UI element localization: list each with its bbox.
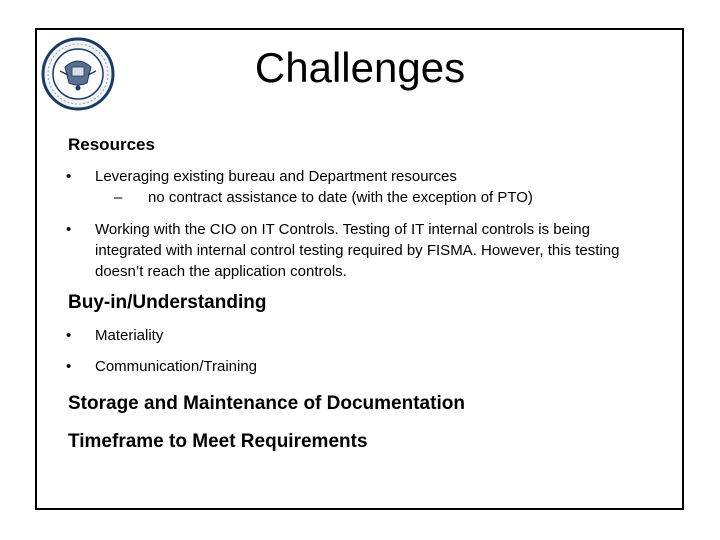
bullet-icon: • xyxy=(66,221,72,238)
dash-icon: – xyxy=(114,189,123,206)
section-heading-timeframe: Timeframe to Meet Requirements xyxy=(68,431,368,452)
department-of-commerce-seal-icon xyxy=(38,37,118,111)
sub-bullet-text: no contract assistance to date (with the exception of PTO) xyxy=(148,189,533,206)
bullet-text: Materiality xyxy=(95,327,164,344)
bullet-icon: • xyxy=(66,358,72,375)
slide-title: Challenges xyxy=(254,44,466,91)
section-heading-storage: Storage and Maintenance of Documentation xyxy=(68,393,465,414)
bullet-icon: • xyxy=(66,327,72,344)
bullet-text: Leveraging existing bureau and Department resources xyxy=(95,168,457,185)
bullet-icon: • xyxy=(66,168,72,185)
section-heading-resources: Resources xyxy=(68,135,155,154)
bullet-text: Working with the CIO on IT Controls. Testing of IT internal controls is being integrated with internal control testing required by FISMA. However, this testing doesn’t reach the application controls. xyxy=(95,221,620,280)
section-heading-buy-in: Buy-in/Understanding xyxy=(68,292,267,313)
bullet-text: Communication/Training xyxy=(95,358,258,375)
